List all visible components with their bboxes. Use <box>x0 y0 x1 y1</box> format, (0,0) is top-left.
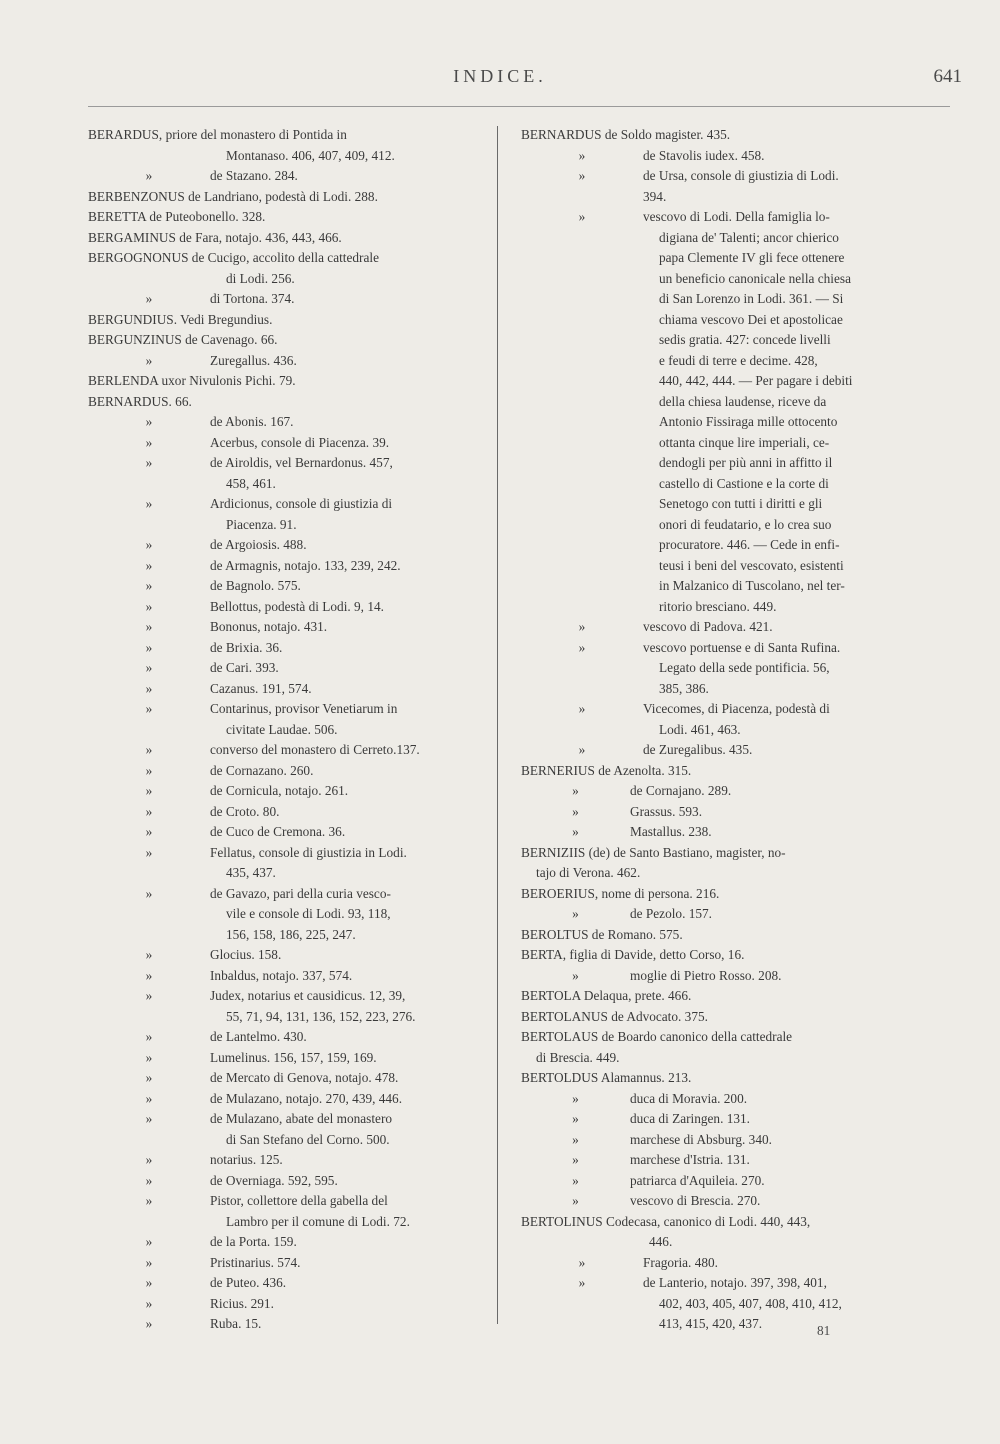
index-entry: » vescovo di Brescia. 270. <box>521 1191 921 1212</box>
index-entry: » de Bagnolo. 575. <box>88 576 484 597</box>
index-entry: BERTOLDUS Alamannus. 213. <box>521 1070 692 1085</box>
ditto-mark: » <box>572 1111 579 1126</box>
index-entry: » Bellottus, podestà di Lodi. 9, 14. <box>88 597 484 618</box>
ditto-mark: » <box>578 742 586 757</box>
ditto-mark: » <box>145 537 153 552</box>
ditto-mark: » <box>572 1172 579 1188</box>
ditto-mark: » <box>578 639 586 655</box>
index-entry: Legato della sede pontificia. 56, <box>659 660 830 675</box>
ditto-mark: » <box>145 803 153 819</box>
index-entry: BERGAMINUS de Fara, notajo. 436, 443, 466. <box>88 229 342 245</box>
index-entry: Antonio Fissiraga mille ottocento <box>659 414 838 429</box>
ditto-mark: » <box>578 168 586 183</box>
index-entry: BERTOLA Delaqua, prete. 466. <box>521 988 692 1003</box>
index-entry: » de Cornajano. 289. <box>521 781 921 802</box>
index-entry: di Brescia. 449. <box>536 1049 620 1065</box>
index-entry: di Lodi. 256. <box>226 270 295 286</box>
ditto-mark: » <box>145 639 153 655</box>
index-entry: Lodi. 461, 463. <box>659 721 741 737</box>
index-entry: » de Cuco de Cremona. 36. <box>88 822 484 843</box>
index-entry: BERNIZIIS (de) de Santo Bastiano, magister, no- <box>521 844 786 860</box>
index-entry: BEROLTUS de Romano. 575. <box>521 926 683 942</box>
ditto-mark: » <box>578 209 586 224</box>
index-entry: » Acerbus, console di Piacenza. 39. <box>88 433 484 454</box>
ditto-mark: » <box>145 352 153 368</box>
index-entry: » de Mulazano, notajo. 270, 439, 446. <box>88 1089 484 1110</box>
index-entry: 394. <box>643 188 667 204</box>
index-entry: della chiesa laudense, riceve da <box>659 393 827 409</box>
index-entry: 435, 437. <box>226 865 276 880</box>
ditto-mark: » <box>578 1254 586 1270</box>
ditto-mark: » <box>572 824 579 839</box>
ditto-mark: » <box>145 1254 153 1270</box>
index-entry: Piacenza. 91. <box>226 516 297 532</box>
index-entry: teusi i beni del vescovato, esistenti <box>659 557 844 573</box>
column-divider <box>497 126 498 1324</box>
ditto-mark: » <box>145 578 153 593</box>
ditto-mark: » <box>145 1234 153 1249</box>
ditto-mark: » <box>145 1316 153 1331</box>
ditto-mark: » <box>145 1049 153 1065</box>
index-entry: » de Croto. 80. <box>88 802 484 823</box>
index-entry: » Bononus, notajo. 431. <box>88 617 484 638</box>
index-entry: » Grassus. 593. <box>521 802 921 823</box>
index-entry: » Fragoria. 480. <box>521 1253 921 1274</box>
ditto-mark: » <box>572 906 579 921</box>
ditto-mark: » <box>145 598 153 614</box>
ditto-mark: » <box>572 1131 579 1147</box>
ditto-mark: » <box>145 1090 153 1106</box>
index-entry: BERGUNDIUS. Vedi Bregundius. <box>88 311 273 327</box>
index-entry: in Malzanico di Tuscolano, nel ter- <box>659 578 845 593</box>
index-entry: » vescovo portuense e di Santa Rufina. <box>521 638 921 659</box>
index-entry: » de Abonis. 167. <box>88 412 484 433</box>
index-entry: » duca di Moravia. 200. <box>521 1089 921 1110</box>
index-entry: BERLENDA uxor Nivulonis Pichi. 79. <box>88 373 296 388</box>
index-entry: tajo di Verona. 462. <box>536 865 641 880</box>
ditto-mark: » <box>572 803 579 819</box>
ditto-mark: » <box>145 557 153 573</box>
index-entry: » de Mulazano, abate del monastero <box>88 1109 484 1130</box>
index-entry: » de Cornicula, notajo. 261. <box>88 781 484 802</box>
ditto-mark: » <box>145 844 153 860</box>
index-entry: » patriarca d'Aquileia. 270. <box>521 1171 921 1192</box>
ditto-mark: » <box>145 1172 153 1188</box>
index-entry: » Vicecomes, di Piacenza, podestà di <box>521 699 921 720</box>
index-entry: » de Argoiosis. 488. <box>88 535 484 556</box>
ditto-mark: » <box>145 1275 153 1290</box>
index-entry: 385, 386. <box>659 680 709 696</box>
index-entry: castello di Castione e la corte di <box>659 475 829 491</box>
ditto-mark: » <box>145 783 153 798</box>
ditto-mark: » <box>572 1090 579 1106</box>
index-entry: BERETTA de Puteobonello. 328. <box>88 209 266 224</box>
index-entry: procuratore. 446. — Cede in enfi- <box>659 537 840 552</box>
index-entry: Lambro per il comune di Lodi. 72. <box>226 1213 410 1229</box>
index-entry: » de Pezolo. 157. <box>521 904 921 925</box>
index-entry: BEROERIUS, nome di persona. 216. <box>521 885 720 901</box>
ditto-mark: » <box>145 660 153 675</box>
index-entry: » de Cornazano. 260. <box>88 761 484 782</box>
index-entry: BERBENZONUS de Landriano, podestà di Lodi. 288. <box>88 188 378 204</box>
index-entry: ottanta cinque lire imperiali, ce- <box>659 434 830 450</box>
index-entry: » de Zuregalibus. 435. <box>521 740 921 761</box>
ditto-mark: » <box>145 967 153 983</box>
index-entry: 458, 461. <box>226 475 276 491</box>
ditto-mark: » <box>145 1070 153 1085</box>
index-entry: » Ardicionus, console di giustizia di <box>88 494 484 515</box>
index-entry: » Zuregallus. 436. <box>88 351 484 372</box>
index-entry: BERTOLINUS Codecasa, canonico di Lodi. 440, 443, <box>521 1213 811 1229</box>
ditto-mark: » <box>572 1152 579 1167</box>
index-entry: vile e console di Lodi. 93, 118, <box>226 906 391 921</box>
index-entry: » de Lanterio, notajo. 397, 398, 401, <box>521 1273 921 1294</box>
ditto-mark: » <box>145 168 153 183</box>
index-entry: BERNARDUS de Soldo magister. 435. <box>521 127 731 142</box>
index-entry: 413, 415, 420, 437. <box>659 1316 763 1331</box>
ditto-mark: » <box>145 742 153 757</box>
ditto-mark: » <box>145 1152 153 1167</box>
index-entry: BERNARDUS. 66. <box>88 393 192 409</box>
index-entry: 402, 403, 405, 407, 408, 410, 412, <box>659 1295 842 1311</box>
index-entry: » Judex, notarius et causidicus. 12, 39, <box>88 986 484 1007</box>
index-entry: » notarius. 125. <box>88 1150 484 1171</box>
index-entry: BERTA, figlia di Davide, detto Corso, 16. <box>521 947 745 962</box>
index-entry: » duca di Zaringen. 131. <box>521 1109 921 1130</box>
index-entry: 55, 71, 94, 131, 136, 152, 223, 276. <box>226 1008 416 1024</box>
index-entry: Senetogo con tutti i diritti e gli <box>659 496 823 511</box>
index-entry: BERARDUS, priore del monastero di Pontida in <box>88 127 347 142</box>
ditto-mark: » <box>145 414 153 429</box>
index-entry: papa Clemente IV gli fece ottenere <box>659 250 845 265</box>
ditto-mark: » <box>572 783 579 798</box>
index-entry: » Inbaldus, notajo. 337, 574. <box>88 966 484 987</box>
index-entry: digiana de' Talenti; ancor chierico <box>659 229 839 245</box>
index-entry: » de Stavolis iudex. 458. <box>521 146 921 167</box>
index-entry: » de Armagnis, notajo. 133, 239, 242. <box>88 556 484 577</box>
index-entry: sedis gratia. 427: concede livelli <box>659 332 831 347</box>
index-entry: » Pristinarius. 574. <box>88 1253 484 1274</box>
index-entry: e feudi di terre e decime. 428, <box>659 352 818 368</box>
index-entry: » de Stazano. 284. <box>88 166 484 187</box>
ditto-mark: » <box>572 967 579 983</box>
header-rule <box>88 106 950 107</box>
index-entry: 156, 158, 186, 225, 247. <box>226 926 356 942</box>
index-entry: » de Overniaga. 592, 595. <box>88 1171 484 1192</box>
ditto-mark: » <box>145 885 153 901</box>
ditto-mark: » <box>578 1275 586 1290</box>
page-number: 641 <box>933 66 962 87</box>
index-entry: » vescovo di Padova. 421. <box>521 617 921 638</box>
index-entry: onori di feudatario, e lo crea suo <box>659 516 832 532</box>
index-entry: » Contarinus, provisor Venetiarum in <box>88 699 484 720</box>
index-entry: » de Cari. 393. <box>88 658 484 679</box>
ditto-mark: » <box>145 1029 153 1044</box>
ditto-mark: » <box>145 824 153 839</box>
index-entry: » Glocius. 158. <box>88 945 484 966</box>
ditto-mark: » <box>145 1193 153 1208</box>
ditto-mark: » <box>145 496 153 511</box>
ditto-mark: » <box>145 291 153 306</box>
index-entry: 440, 442, 444. — Per pagare i debiti <box>659 373 853 388</box>
index-entry: civitate Laudae. 506. <box>226 721 338 737</box>
index-entry: » moglie di Pietro Rosso. 208. <box>521 966 921 987</box>
ditto-mark: » <box>145 701 153 716</box>
ditto-mark: » <box>145 619 153 634</box>
signature-number: 81 <box>817 1323 831 1338</box>
index-entry: ritorio bresciano. 449. <box>659 598 777 614</box>
index-entry: » de Lantelmo. 430. <box>88 1027 484 1048</box>
index-entry: » Ruba. 15. <box>88 1314 484 1335</box>
index-entry: » vescovo di Lodi. Della famiglia lo- <box>521 207 921 228</box>
index-entry: » marchese di Absburg. 340. <box>521 1130 921 1151</box>
ditto-mark: » <box>572 1193 579 1208</box>
index-entry: » Lumelinus. 156, 157, 159, 169. <box>88 1048 484 1069</box>
ditto-mark: » <box>578 619 586 634</box>
index-entry: BERGOGNONUS de Cucigo, accolito della cattedrale <box>88 250 379 265</box>
index-entry: un beneficio canonicale nella chiesa <box>659 270 851 286</box>
ditto-mark: » <box>145 762 153 778</box>
ditto-mark: » <box>145 680 153 696</box>
right-column <box>521 125 921 1335</box>
index-entry: » Cazanus. 191, 574. <box>88 679 484 700</box>
index-entry: » Ricius. 291. <box>88 1294 484 1315</box>
page-header-title: INDICE. <box>453 66 547 86</box>
index-entry: » de Brixia. 36. <box>88 638 484 659</box>
index-entry: BERTOLANUS de Advocato. 375. <box>521 1008 708 1024</box>
index-entry: BERNERIUS de Azenolta. 315. <box>521 762 692 778</box>
ditto-mark: » <box>145 1111 153 1126</box>
ditto-mark: » <box>578 701 586 716</box>
index-entry: BERTOLAUS de Boardo canonico della cattedrale <box>521 1029 793 1044</box>
index-entry: » Pistor, collettore della gabella del <box>88 1191 484 1212</box>
ditto-mark: » <box>145 947 153 962</box>
ditto-mark: » <box>578 147 586 163</box>
index-entry: » di Tortona. 374. <box>88 289 484 310</box>
index-entry: BERGUNZINUS de Cavenago. 66. <box>88 332 278 347</box>
index-entry: » de Airoldis, vel Bernardonus. 457, <box>88 453 484 474</box>
index-entry: » de Puteo. 436. <box>88 1273 484 1294</box>
index-entry: » converso del monastero di Cerreto.137. <box>88 740 484 761</box>
index-entry: » de Gavazo, pari della curia vesco- <box>88 884 484 905</box>
ditto-mark: » <box>145 1295 153 1311</box>
index-entry: 446. <box>649 1234 673 1249</box>
index-entry: » de Mercato di Genova, notajo. 478. <box>88 1068 484 1089</box>
index-entry: Montanaso. 406, 407, 409, 412. <box>226 147 395 163</box>
index-entry: » de la Porta. 159. <box>88 1232 484 1253</box>
ditto-mark: » <box>145 988 153 1003</box>
index-entry: dendogli per più anni in affitto il <box>659 455 833 470</box>
index-entry: » marchese d'Istria. 131. <box>521 1150 921 1171</box>
index-entry: chiama vescovo Dei et apostolicae <box>659 311 843 327</box>
index-entry: di San Stefano del Corno. 500. <box>226 1131 390 1147</box>
index-entry: » Fellatus, console di giustizia in Lodi. <box>88 843 484 864</box>
ditto-mark: » <box>145 434 153 450</box>
index-entry: di San Lorenzo in Lodi. 361. — Si <box>659 291 844 306</box>
index-entry: » Mastallus. 238. <box>521 822 921 843</box>
index-entry: » de Ursa, console di giustizia di Lodi. <box>521 166 921 187</box>
ditto-mark: » <box>145 455 153 470</box>
left-column <box>88 125 484 1335</box>
